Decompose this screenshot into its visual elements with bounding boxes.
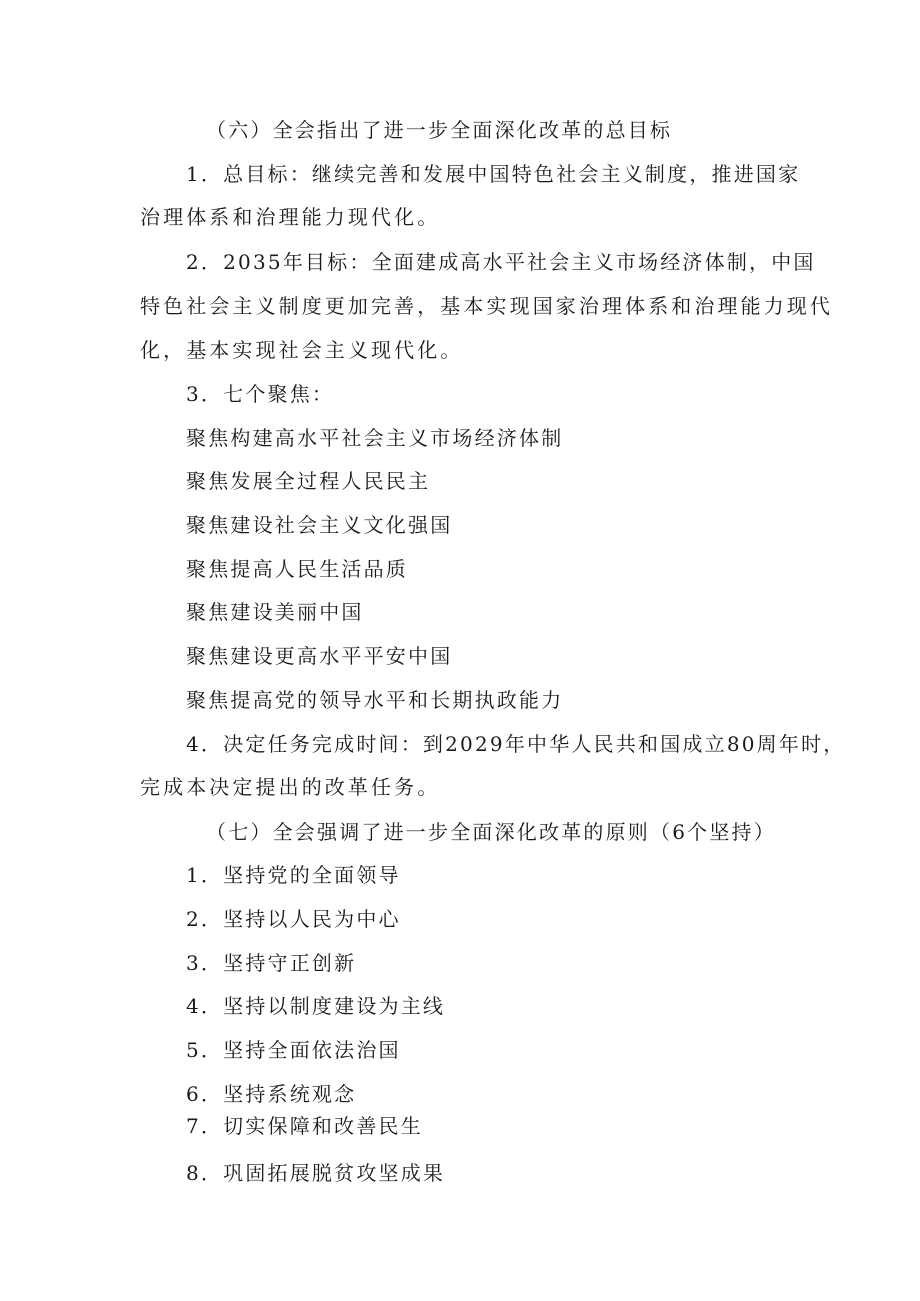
goal-item-1-line-1: 1．总目标：继续完善和发展中国特色社会主义制度，推进国家 (186, 162, 801, 186)
principle-item: 5．坚持全面依法治国 (186, 1038, 401, 1062)
goal-item-3-heading: 3．七个聚焦： (186, 382, 335, 406)
focus-item: 聚焦建设美丽中国 (186, 600, 364, 624)
section-7-heading: （七）全会强调了进一步全面深化改革的原则（6个坚持） (206, 820, 776, 844)
focus-item: 聚焦提高党的领导水平和长期执政能力 (186, 688, 564, 712)
goal-item-2-line-1: 2．2035年目标：全面建成高水平社会主义市场经济体制，中国 (186, 250, 816, 274)
principle-item: 1．坚持党的全面领导 (186, 863, 401, 887)
section-6-heading: （六）全会指出了进一步全面深化改革的总目标 (206, 118, 673, 142)
principle-item: 6．坚持系统观念 (186, 1082, 357, 1106)
focus-item: 聚焦构建高水平社会主义市场经济体制 (186, 426, 564, 450)
goal-item-2-line-2: 特色社会主义制度更加完善，基本实现国家治理体系和治理能力现代 (140, 294, 833, 318)
goal-item-2-line-3: 化，基本实现社会主义现代化。 (140, 338, 464, 362)
focus-item: 聚焦提高人民生活品质 (186, 557, 408, 581)
principle-item: 7．切实保障和改善民生 (186, 1114, 423, 1138)
focus-item: 聚焦建设更高水平平安中国 (186, 644, 453, 668)
principle-item: 3．坚持守正创新 (186, 951, 357, 975)
goal-item-1-line-2: 治理体系和治理能力现代化。 (140, 205, 441, 229)
goal-item-4-line-1: 4．决定任务完成时间：到2029年中华人民共和国成立80周年时， (186, 732, 846, 756)
focus-item: 聚焦建设社会主义文化强国 (186, 513, 453, 537)
goal-item-4-line-2: 完成本决定提出的改革任务。 (140, 775, 441, 799)
principle-item: 2．坚持以人民为中心 (186, 907, 401, 931)
principle-item: 8．巩固拓展脱贫攻坚成果 (186, 1161, 446, 1185)
principle-item: 4．坚持以制度建设为主线 (186, 994, 446, 1018)
focus-item: 聚焦发展全过程人民民主 (186, 469, 431, 493)
